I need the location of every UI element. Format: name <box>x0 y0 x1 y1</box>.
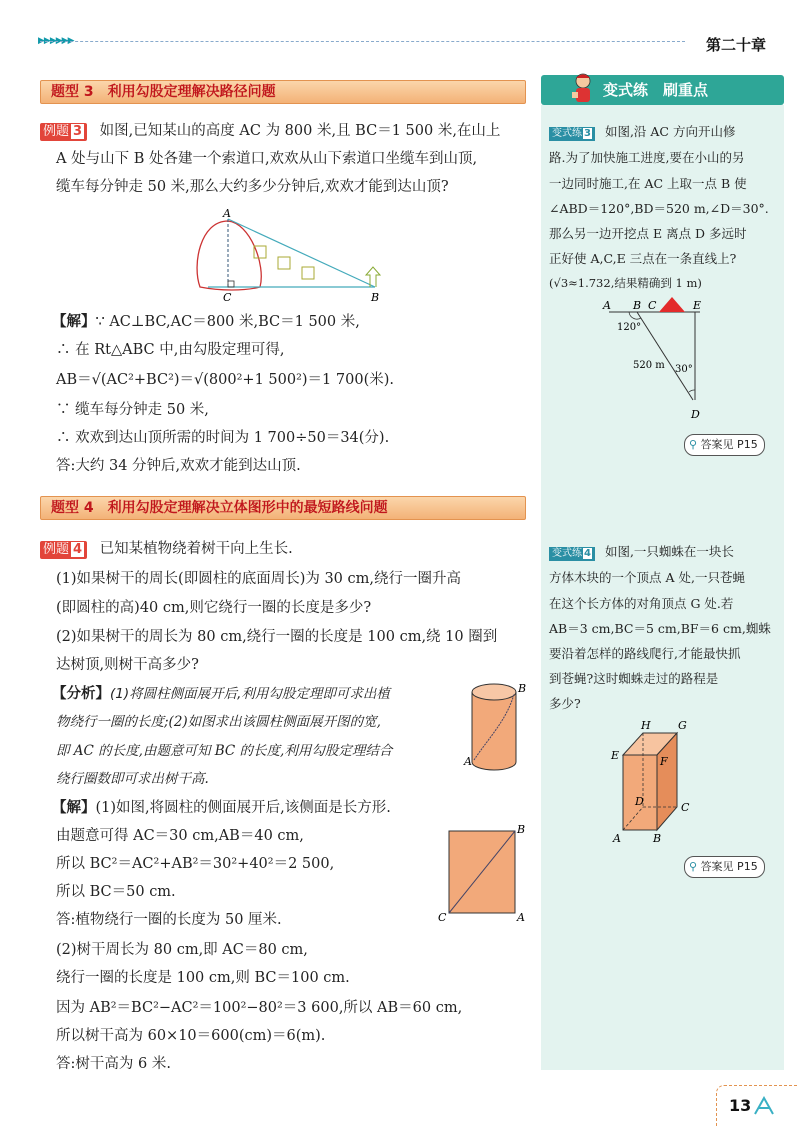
ex4-sol-7: 绕行一圈的长度是 100 cm,则 BC＝100 cm. <box>56 970 350 986</box>
ex3-line-2: A 处与山下 B 处各建一个索道口,欢欢从山下索道口坐缆车到山顶, <box>56 151 478 167</box>
rect-label-A: A <box>517 911 525 923</box>
ex3-fig-C: C <box>223 291 232 304</box>
ex4-sol-6: (2)树干周长为 80 cm,即 AC＝80 cm, <box>56 942 308 958</box>
v4-fig-B: B <box>653 832 662 845</box>
ex4-sol-8: 因为 AB²＝BC²−AC²＝100²−80²＝3 600,所以 AB＝60 cm, <box>56 1000 463 1016</box>
ex4-sol-4: 所以 BC＝50 cm. <box>56 884 176 900</box>
ex4-ana-4: 绕行圈数即可求出树干高. <box>56 771 209 787</box>
v3-line-4: ∠ABD＝120°,BD＝520 m,∠D＝30°. <box>549 201 769 216</box>
page-number-box <box>716 1085 797 1126</box>
ex3-sol-1: 【解】∵ AC⊥BC,AC＝800 米,BC＝1 500 米, <box>52 313 360 330</box>
v3-fig-len: 520 m <box>633 360 665 371</box>
v3-fig-angle1: 120° <box>617 322 642 333</box>
ex3-sol-5: ∴ 欢欢到达山顶所需的时间为 1 700÷50＝34(分). <box>56 430 390 446</box>
rect-label-B: B <box>517 823 526 836</box>
ex4-tag: 例题 4 <box>40 541 87 559</box>
v4-fig-A: A <box>613 832 621 845</box>
v4-line-2: 方体木块的一个顶点 A 处,一只苍蝇 <box>549 570 745 585</box>
v4-line-3: 在这个长方体的对角顶点 G 处.若 <box>549 596 734 611</box>
v3-fig-angle2: 30° <box>675 364 693 375</box>
v3-fig-C: C <box>648 299 657 312</box>
mascot-icon <box>568 72 598 105</box>
header-arrows: ▶▶▶▶▶▶ <box>38 36 74 46</box>
v3-answer-text: 答案见 P15 <box>700 438 758 451</box>
ex4-q-4: 达树顶,则树干高多少? <box>56 657 199 673</box>
cyl-label-B: B <box>518 682 527 695</box>
v4-fig-D: D <box>635 795 644 808</box>
side-header-title: 变式练 刷重点 <box>603 81 709 99</box>
v4-fig-C: C <box>681 801 690 814</box>
key-icon: ⚲ <box>689 438 698 451</box>
ex4-q-1: (1)如果树干的周长(即圆柱的底面周长)为 30 cm,绕行一圈升高 <box>56 571 461 587</box>
ex3-line-3: 缆车每分钟走 50 米,那么大约多少分钟后,欢欢才能到达山顶? <box>56 179 449 195</box>
ex4-q-3: (2)如果树干的周长为 80 cm,绕行一圈的长度是 100 cm,绕 10 圈到 <box>56 629 498 645</box>
rect-label-C: C <box>438 911 447 923</box>
ex4-ana-3: 即 AC 的长度,由题意可知 BC 的长度,利用勾股定理结合 <box>56 743 393 759</box>
ex4-sol-1: 【解】(1)如图,将圆柱的侧面展开后,该侧面是长方形. <box>52 799 391 816</box>
v3-answer-badge[interactable] <box>684 434 765 456</box>
ex3-tag: 例题 3 <box>40 123 87 141</box>
v3-line-6: 正好使 A,C,E 三点在一条直线上? <box>549 251 737 266</box>
v3-line-1: 变式练 3 如图,沿 AC 方向开山修 <box>549 119 735 144</box>
cylinder-figure <box>462 680 527 775</box>
ex4-sol-5: 答:植物绕行一圈的长度为 50 厘米. <box>56 912 282 928</box>
ex4-q-2: (即圆柱的高)40 cm,则它绕行一圈的长度是多少? <box>56 600 372 616</box>
ex4-sol-3: 所以 BC²＝AC²+AB²＝30²+40²＝2 500, <box>56 856 335 872</box>
ex4-sol-10: 答:树干高为 6 米. <box>56 1056 171 1072</box>
v4-line-4: AB＝3 cm,BC＝5 cm,BF＝6 cm,蜘蛛 <box>549 621 771 636</box>
cyl-label-A: A <box>464 755 472 768</box>
v4-answer-badge[interactable] <box>684 856 765 878</box>
ex4-ana-1: 【分析】(1)将圆柱侧面展开后,利用勾股定理即可求出植 <box>52 685 390 702</box>
v3-line-5: 那么另一边开挖点 E 离点 D 多远时 <box>549 226 747 241</box>
key-icon: ⚲ <box>689 860 698 873</box>
ex4-ana-2: 物绕行一圈的长度;(2)如图求出该圆柱侧面展开图的宽, <box>56 714 381 730</box>
ex3-fig-A: A <box>223 207 231 220</box>
v3-fig-B: B <box>633 299 642 312</box>
v4-fig-E: E <box>611 749 620 762</box>
v4-fig-G: G <box>678 719 687 732</box>
v4-line-7: 多少? <box>549 696 581 711</box>
section4-header: 题型 4 利用勾股定理解决立体图形中的最短路线问题 <box>40 496 526 520</box>
page-number: 13 <box>729 1096 752 1115</box>
ex4-line-0: 例题 4 已知某植物绕着树干向上生长. <box>40 535 293 563</box>
chapter-title: 第二十章 <box>706 36 767 54</box>
ex3-figure <box>190 205 400 305</box>
v4-fig-F: F <box>660 755 668 768</box>
v3-fig-A: A <box>603 299 611 312</box>
v3-figure <box>595 292 715 427</box>
v3-line-2: 路.为了加快施工进度,要在小山的另 <box>549 150 745 165</box>
ex4-sol-2: 由题意可得 AC＝30 cm,AB＝40 cm, <box>56 828 304 844</box>
v4-line-6: 到苍蝇?这时蜘蛛走过的路程是 <box>549 671 719 686</box>
ex3-line-1: 例题 3 如图,已知某山的高度 AC 为 800 米,且 BC＝1 500 米,在山上 <box>40 117 500 145</box>
v3-line-7: (√3≈1.732,结果精确到 1 m) <box>549 276 702 290</box>
v3-fig-D: D <box>691 408 700 421</box>
section3-header: 题型 3 利用勾股定理解决路径问题 <box>40 80 526 104</box>
unrolled-rect-figure <box>435 823 530 923</box>
v4-line-1: 变式练 4 如图,一只蜘蛛在一块长 <box>549 539 734 564</box>
logo-icon <box>753 1096 775 1116</box>
v4-tag: 变式练 4 <box>549 547 595 561</box>
ex3-sol-6: 答:大约 34 分钟后,欢欢才能到达山顶. <box>56 458 301 474</box>
v4-fig-H: H <box>641 719 651 732</box>
v4-box-figure <box>605 715 705 850</box>
v3-tag: 变式练 3 <box>549 127 595 141</box>
ex3-sol-2: ∴ 在 Rt△ABC 中,由勾股定理可得, <box>56 342 285 358</box>
v3-fig-E: E <box>693 299 702 312</box>
ex3-sol-4: ∵ 缆车每分钟走 50 米, <box>56 402 209 418</box>
v4-line-5: 要沿着怎样的路线爬行,才能最快抓 <box>549 646 741 661</box>
ex3-fig-B: B <box>371 291 380 304</box>
ex3-sol-3: AB＝√(AC²+BC²)＝√(800²+1 500²)＝1 700(米). <box>56 372 394 388</box>
v3-line-3: 一边同时施工,在 AC 上取一点 B 使 <box>549 176 747 191</box>
header-rule <box>40 41 685 42</box>
v4-answer-text: 答案见 P15 <box>700 860 758 873</box>
ex4-sol-9: 所以树干高为 60×10＝600(cm)＝6(m). <box>56 1028 326 1044</box>
